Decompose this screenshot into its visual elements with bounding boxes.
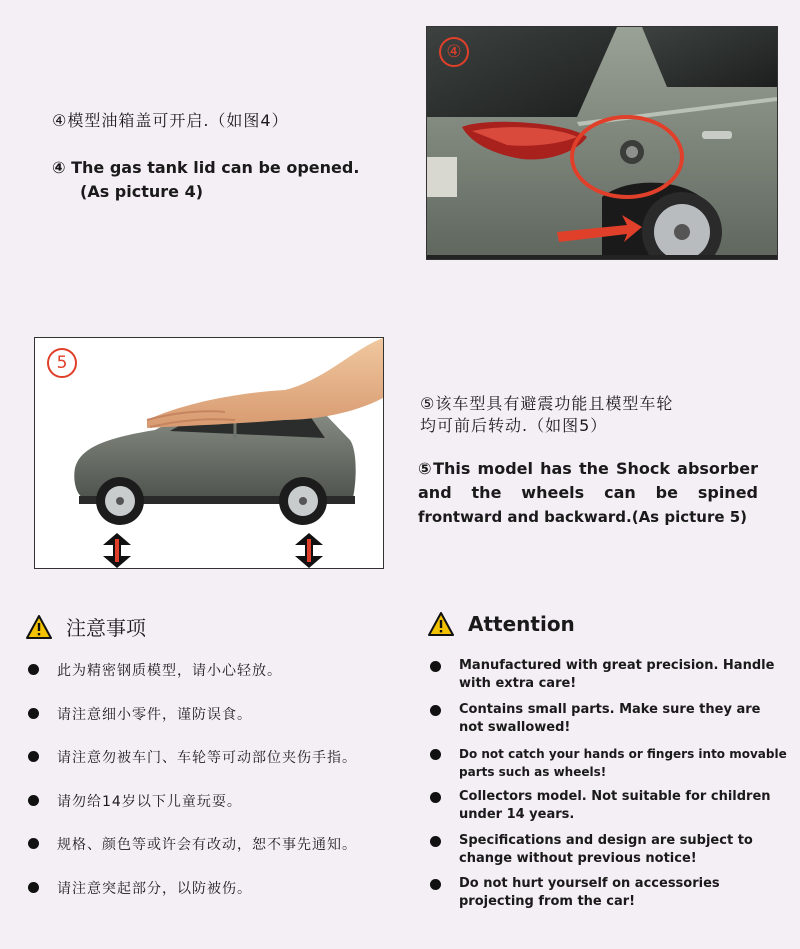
bullet-icon — [28, 882, 39, 893]
section4-en-text — [52, 156, 359, 204]
warning-triangle-icon — [428, 612, 454, 636]
bullet-icon — [430, 879, 441, 890]
section5-zh-line1: ⑤该车型具有避震功能且模型车轮 — [420, 394, 674, 413]
list-item: Do not catch your hands or fingers into movable parts such as wheels! — [430, 745, 787, 781]
list-item: 请注意勿被车门、车轮等可动部位夹伤手指。 — [28, 747, 357, 767]
picture-4-gas-tank — [426, 26, 778, 260]
list-item: 规格、颜色等或许会有改动，恕不事先通知。 — [28, 834, 357, 854]
bullet-icon — [430, 661, 441, 672]
bullet-icon — [28, 708, 39, 719]
bullet-icon — [430, 836, 441, 847]
list-item: 请注意突起部分，以防被伤。 — [28, 878, 252, 898]
section5-en-line3: frontward and backward.(As picture 5) — [418, 508, 748, 526]
bullet-icon — [28, 838, 39, 849]
section5-en-line1: ⑤This model has the Shock absorber — [418, 459, 758, 478]
picture-5-shock-absorber — [34, 337, 384, 569]
list-item: Contains small parts. Make sure they are not swallowed! — [430, 701, 760, 737]
list-item: 请注意细小零件，谨防误食。 — [28, 704, 252, 724]
picture-4-badge: ④ — [439, 37, 469, 67]
list-item: Do not hurt yourself on accessories projecting from the car! — [430, 875, 720, 911]
list-item: Collectors model. Not suitable for children under 14 years. — [430, 788, 771, 824]
section4-en-line2: (As picture 4) — [80, 182, 204, 201]
list-item: Specifications and design are subject to change without previous notice! — [430, 832, 753, 868]
notice-zh-list — [28, 660, 408, 900]
gas-tank-photo — [427, 27, 777, 259]
section5-en-line2: and the wheels can be spined — [418, 483, 758, 502]
picture-5-badge: 5 — [47, 348, 77, 378]
notice-zh-heading — [26, 612, 146, 641]
bullet-icon — [430, 792, 441, 803]
section5-zh-line2: 均可前后转动.（如图5） — [420, 416, 608, 435]
section5-en-text — [418, 457, 758, 529]
list-item: 请勿给14岁以下儿童玩耍。 — [28, 791, 242, 811]
bullet-icon — [28, 751, 39, 762]
warning-triangle-icon — [26, 615, 52, 639]
section4-en-line1: ④ The gas tank lid can be opened. — [52, 158, 360, 177]
bullet-icon — [430, 749, 441, 760]
section5-zh-text — [420, 393, 673, 437]
shock-absorber-photo — [35, 338, 383, 568]
bullet-icon — [28, 664, 39, 675]
list-item: 此为精密钢质模型，请小心轻放。 — [28, 660, 282, 680]
bullet-icon — [430, 705, 441, 716]
notice-en-list — [430, 657, 790, 912]
notice-zh-title: 注意事项 — [66, 616, 146, 640]
section4-zh-text: ④模型油箱盖可开启.（如图4） — [52, 111, 289, 130]
bullet-icon — [28, 795, 39, 806]
notice-en-title: Attention — [468, 612, 575, 636]
list-item: Manufactured with great precision. Handle with extra care! — [430, 657, 774, 693]
notice-en-heading — [428, 612, 575, 636]
